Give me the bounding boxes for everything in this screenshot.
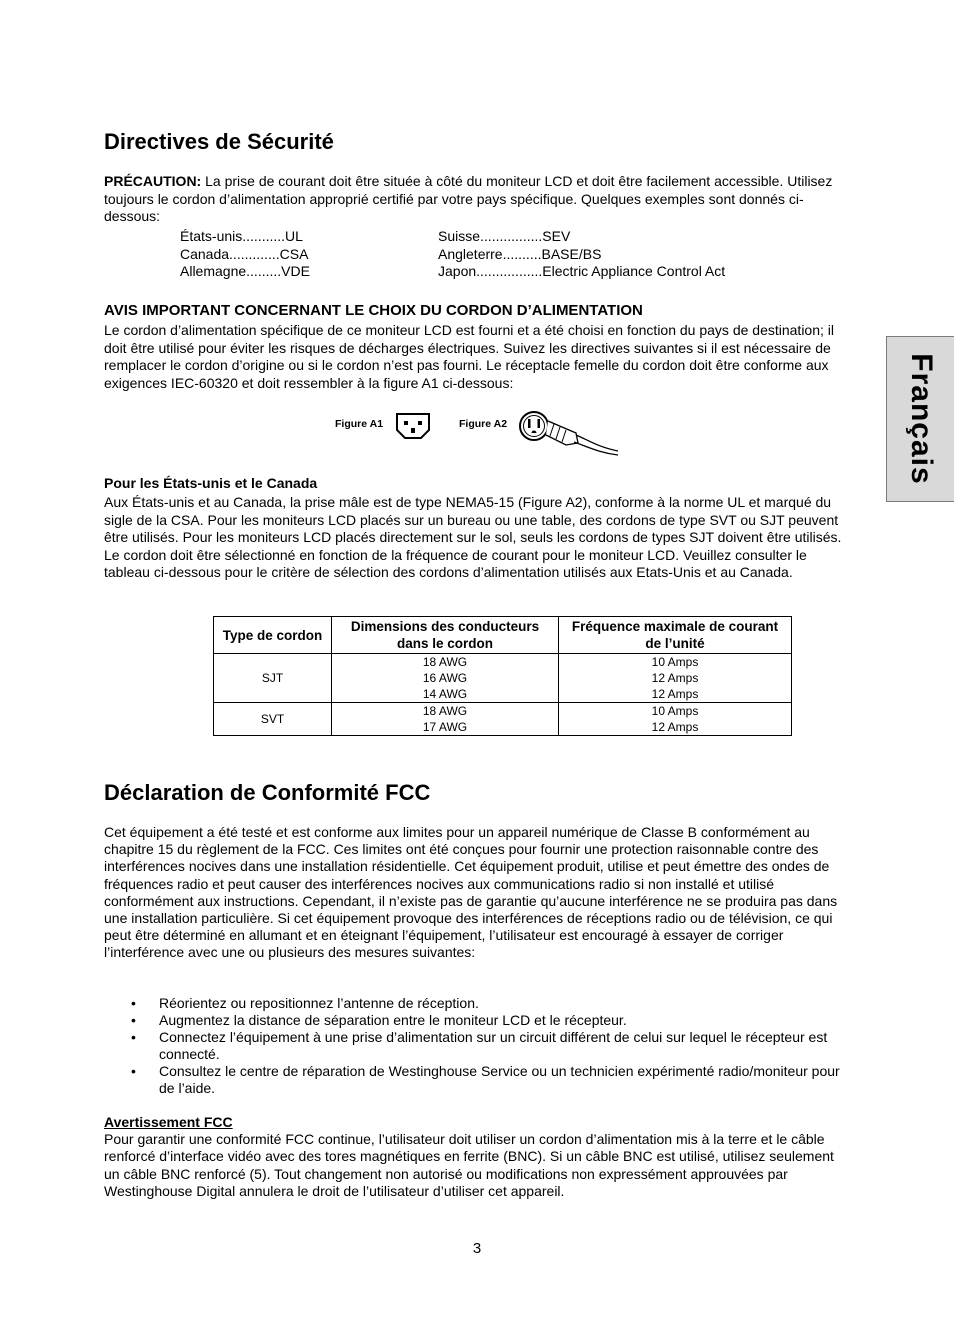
awg-value: 18 AWG (422, 655, 468, 669)
language-tab-label: Français (904, 353, 938, 485)
bullet-icon: • (131, 1029, 136, 1045)
cord-notice-heading: AVIS IMPORTANT CONCERNANT LE CHOIX DU CORDON D’ALIMENTATION (104, 302, 643, 319)
fcc-warning-text: Pour garantir une conformité FCC continue, l’utilisateur doit utiliser un cordon d’alimentation mis à la terre et le câble renforcé d’interface vidéo avec des tores magnétiques en ferrite (BNC). Si un câble BNC est utilisé, utilisez seulement un câble BNC renforcé (5). Tout changement non autorisé ou modifications non expressément approuvées par Westinghouse Digital annulera le droit de l’utilisateur d’utiliser cet appareil. (104, 1131, 834, 1199)
awg-value: 18 AWG (422, 704, 468, 718)
cord-type-cell: SJT (214, 654, 332, 703)
list-item-text: Connectez l’équipement à une prise d’alimentation sur un circuit différent de celui sur lequel le récepteur est connecté. (159, 1029, 828, 1062)
column-header: Type de cordon (214, 617, 332, 654)
country-name: Canada (180, 245, 230, 262)
certification-code: SEV (542, 228, 571, 244)
amps-value: 12 Amps (651, 720, 699, 734)
bullet-icon: • (131, 1012, 136, 1028)
awg-value: 16 AWG (422, 671, 468, 685)
language-tab (886, 336, 954, 502)
leader-dots: ................ (480, 228, 543, 244)
list-item (104, 995, 852, 1012)
bullet-icon: • (131, 995, 136, 1011)
certification-code: UL (285, 228, 303, 244)
nema-plug-icon (518, 407, 620, 457)
us-canada-heading: Pour les États-unis et le Canada (104, 475, 318, 491)
list-item (180, 228, 738, 246)
leader-dots: .......... (502, 245, 542, 262)
us-canada-text: Aux États-unis et au Canada, la prise mâle est de type NEMA5-15 (Figure A2), conforme à la norme UL et marqué du sigle de la CSA. Pour les moniteurs LCD placés sur un bureau ou une table, des cordons de type SVT ou SJT peuvent être utilisés. Pour les moniteurs LCD placés directement sur le sol, seuls les cordons de types SJT doivent être utilisés. Le cordon doit être sélectionné en fonction de la fréquence de courant pour le moniteur LCD. Veuillez consulter le tableau ci-dessous pour le critère de sélection des cordons d’alimentation utilisés aux Etats-Unis et au Canada. (104, 494, 842, 580)
leader-dots: ................. (476, 263, 543, 279)
certification-code: VDE (281, 263, 310, 279)
fcc-warning-block (104, 1114, 852, 1200)
awg-value: 14 AWG (422, 687, 468, 701)
country-name: États-unis (180, 228, 243, 244)
fcc-warning-heading: Avertissement FCC (104, 1114, 233, 1130)
amps-value: 10 Amps (651, 655, 699, 669)
iec-receptacle-icon (395, 412, 431, 440)
amps-cell (559, 654, 792, 703)
certification-code: CSA (279, 245, 309, 262)
list-item (104, 1063, 852, 1097)
table-row (214, 703, 792, 736)
fcc-measures-list (104, 995, 852, 1097)
country-name: Japon (438, 263, 477, 279)
country-name: Allemagne (180, 263, 247, 279)
amps-value: 10 Amps (651, 704, 699, 718)
awg-cell (332, 703, 559, 736)
list-item (104, 1012, 852, 1029)
list-item-text: Réorientez ou repositionnez l’antenne de réception. (159, 995, 479, 1011)
country-name: Suisse (438, 228, 481, 244)
certification-code: Electric Appliance Control Act (542, 263, 726, 279)
cord-selection-table (213, 616, 792, 736)
certification-code: BASE/BS (541, 245, 602, 262)
table-header-row (214, 617, 792, 654)
list-item-text: Consultez le centre de réparation de Westinghouse Service ou un technicien expérimenté radio/moniteur pour de l’aide. (159, 1063, 840, 1096)
list-item-text: Augmentez la distance de séparation entre le moniteur LCD et le récepteur. (159, 1012, 627, 1028)
list-item (180, 246, 738, 264)
cord-notice-text: Le cordon d’alimentation spécifique de ce moniteur LCD est fourni et a été choisi en fonction du pays de destination; il doit être utilisé pour éviter les risques de décharges électriques. Suivez les directives suivantes si il est nécessaire de remplacer le cordon d’origine ou si le cordon n’est pas fourni. Le réceptacle femelle du cordon doit être conforme aux exigences IEC-60320 et doit ressembler à la figure A1 ci-dessous: (104, 322, 834, 391)
precaution-text: La prise de courant doit être située à côté du moniteur LCD et doit être facilement accessible. Utilisez toujours le cordon d’alimentation approprié certifié par votre pays spécifique. Quelques exemples sont donnés ci-dessous: (104, 173, 833, 224)
amps-cell (559, 703, 792, 736)
awg-cell (332, 654, 559, 703)
fcc-title: Déclaration de Conformité FCC (104, 780, 431, 805)
figure-a1-label: Figure A1 (335, 418, 384, 430)
awg-value: 17 AWG (422, 720, 468, 734)
table-row (214, 654, 792, 703)
page-number: 3 (472, 1240, 482, 1257)
figure-a2-label: Figure A2 (459, 418, 508, 430)
precaution-paragraph (104, 173, 852, 226)
cord-notice-paragraph (104, 322, 852, 392)
amps-value: 12 Amps (651, 687, 699, 701)
column-header: Fréquence maximale de courant de l’unité (559, 617, 792, 654)
column-header: Dimensions des conducteurs dans le cordon (332, 617, 559, 654)
cord-type-cell: SVT (214, 703, 332, 736)
us-canada-paragraph (104, 494, 852, 582)
bullet-icon: • (131, 1063, 136, 1079)
precaution-label: PRÉCAUTION: (104, 173, 202, 189)
list-item (104, 1029, 852, 1063)
amps-value: 12 Amps (651, 671, 699, 685)
list-item (180, 263, 738, 281)
leader-dots: ............. (229, 245, 280, 262)
leader-dots: ........... (242, 228, 286, 244)
country-certification-list (180, 228, 738, 281)
fcc-paragraph (104, 824, 852, 962)
fcc-text: Cet équipement a été testé et est conforme aux limites pour un appareil numérique de Classe B conformément au chapitre 15 du règlement de la FCC. Ces limites ont été conçues pour fournir une protection raisonnable contre des interférences nocives dans une installation résidentielle. Cet équipement produit, utilise et peut émettre des ondes de fréquences radio et peut causer des interférences nocives aux communications radio si non installé et utilisé conformément aux instructions. Cependant, il n’existe pas de garantie qu’aucune interférence ne se produira pas dans une installation particulière. Si cet équipement provoque des interférences de réceptions radio ou de télévision, ce qui peut être déterminé en allumant et en éteignant l’équipement, l’utilisateur est encouragé à essayer de corriger l’interférence avec une ou plusieurs des mesures suivantes: (104, 824, 838, 961)
leader-dots: ......... (246, 263, 282, 279)
country-name: Angleterre (438, 245, 503, 262)
safety-title: Directives de Sécurité (104, 129, 334, 154)
